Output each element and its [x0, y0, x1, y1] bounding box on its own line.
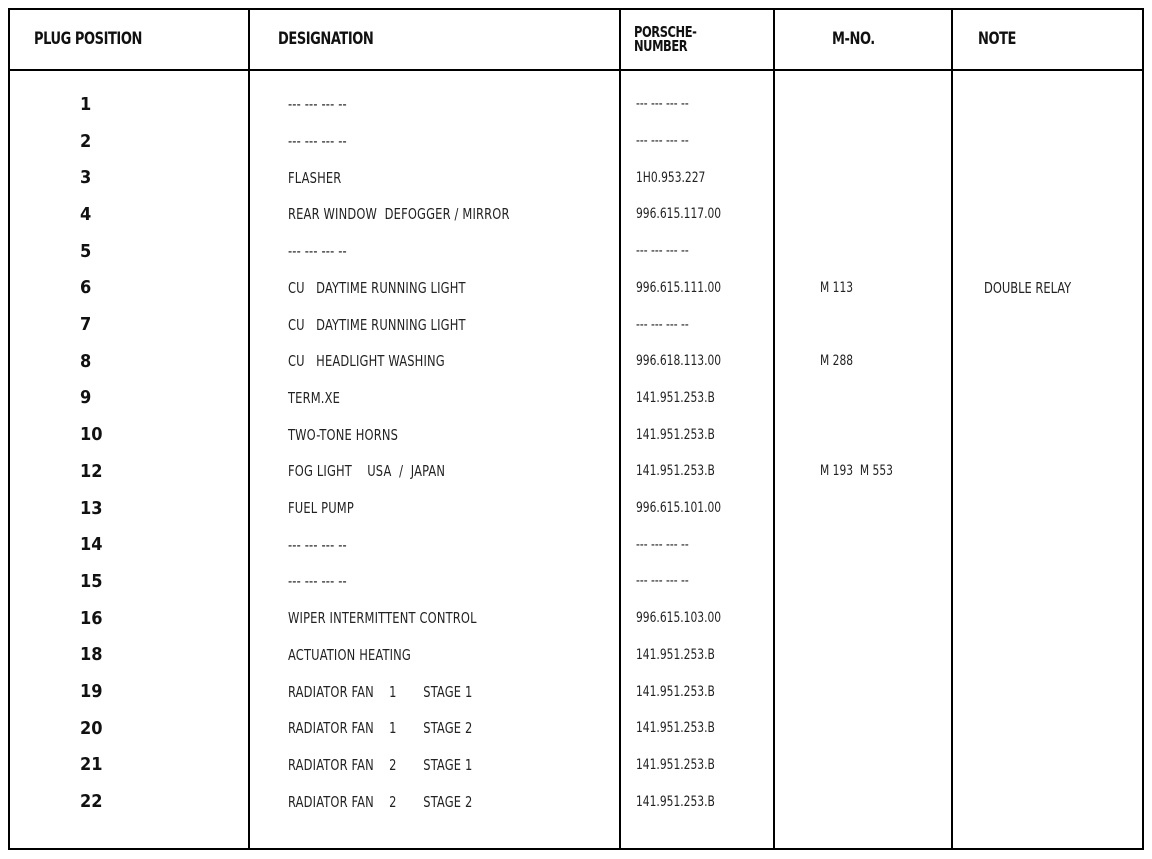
cell-porsche-number: 141.951.253.B [636, 463, 715, 480]
table-row [0, 306, 1152, 343]
cell-porsche-number: --- --- --- -- [636, 316, 689, 333]
cell-plug-position: 21 [80, 754, 103, 776]
table-row [0, 563, 1152, 600]
cell-m-no: M 193 M 553 [820, 463, 893, 480]
cell-plug-position: 1 [80, 93, 92, 115]
cell-plug-position: 16 [80, 607, 103, 629]
cell-designation: FUEL PUMP [288, 499, 354, 518]
table-row [0, 123, 1152, 160]
cell-porsche-number: 141.951.253.B [636, 426, 715, 443]
cell-plug-position: 14 [80, 534, 103, 556]
header-m-no: M-NO. [832, 29, 875, 49]
table-row [0, 600, 1152, 637]
cell-porsche-number: --- --- --- -- [636, 96, 689, 113]
table-row [0, 637, 1152, 674]
cell-designation: CU DAYTIME RUNNING LIGHT [288, 315, 466, 334]
cell-porsche-number: 996.615.111.00 [636, 279, 722, 296]
cell-plug-position: 13 [80, 497, 103, 519]
table-row [0, 490, 1152, 527]
cell-designation: REAR WINDOW DEFOGGER / MIRROR [288, 205, 510, 224]
cell-designation: CU HEADLIGHT WASHING [288, 352, 445, 371]
table-row [0, 233, 1152, 270]
cell-plug-position: 10 [80, 424, 103, 446]
cell-porsche-number: 141.951.253.B [636, 793, 715, 810]
cell-plug-position: 4 [80, 203, 92, 225]
cell-designation: RADIATOR FAN 1 STAGE 2 [288, 719, 473, 738]
cell-porsche-number: 996.615.103.00 [636, 610, 722, 627]
cell-note: DOUBLE RELAY [984, 278, 1072, 297]
table-row [0, 380, 1152, 417]
cell-designation: TWO-TONE HORNS [288, 425, 399, 444]
table-row [0, 270, 1152, 307]
cell-porsche-number: --- --- --- -- [636, 536, 689, 553]
cell-plug-position: 6 [80, 277, 92, 299]
cell-plug-position: 18 [80, 644, 103, 666]
cell-porsche-number: --- --- --- -- [636, 243, 689, 260]
cell-plug-position: 15 [80, 570, 103, 592]
cell-designation: FLASHER [288, 168, 342, 187]
header-divider [8, 69, 1144, 71]
cell-designation: WIPER INTERMITTENT CONTROL [288, 609, 477, 628]
cell-porsche-number: 141.951.253.B [636, 756, 715, 773]
cell-plug-position: 20 [80, 717, 103, 739]
cell-designation: CU DAYTIME RUNNING LIGHT [288, 278, 466, 297]
header-porsche-number [634, 8, 696, 70]
cell-porsche-number: 141.951.253.B [636, 683, 715, 700]
cell-plug-position: 12 [80, 460, 103, 482]
header-porsche-number-line1: PORSCHE- [634, 23, 697, 41]
cell-m-no: M 288 [820, 353, 854, 370]
cell-designation: --- --- --- -- [288, 95, 347, 114]
table-row [0, 86, 1152, 123]
cell-plug-position: 8 [80, 350, 92, 372]
cell-plug-position: 9 [80, 387, 92, 409]
cell-plug-position: 5 [80, 240, 92, 262]
cell-porsche-number: 996.615.101.00 [636, 500, 722, 517]
header-note: NOTE [978, 29, 1016, 49]
table-row [0, 416, 1152, 453]
cell-porsche-number: 996.615.117.00 [636, 206, 722, 223]
cell-designation: ACTUATION HEATING [288, 645, 411, 664]
table-row [0, 747, 1152, 784]
cell-plug-position: 19 [80, 681, 103, 703]
cell-porsche-number: --- --- --- -- [636, 133, 689, 150]
header-designation: DESIGNATION [278, 29, 374, 49]
cell-porsche-number: 1H0.953.227 [636, 169, 706, 186]
table-row [0, 673, 1152, 710]
cell-plug-position: 22 [80, 791, 103, 813]
cell-m-no: M 113 [820, 279, 854, 296]
cell-porsche-number: 996.618.113.00 [636, 353, 722, 370]
cell-designation: TERM.XE [288, 388, 341, 407]
cell-plug-position: 2 [80, 130, 92, 152]
cell-porsche-number: 141.951.253.B [636, 646, 715, 663]
header-plug-position: PLUG POSITION [34, 29, 142, 49]
cell-plug-position: 7 [80, 314, 92, 336]
cell-designation: --- --- --- -- [288, 132, 347, 151]
table-row [0, 196, 1152, 233]
table-row [0, 783, 1152, 820]
cell-designation: RADIATOR FAN 2 STAGE 2 [288, 792, 473, 811]
cell-designation: FOG LIGHT USA / JAPAN [288, 462, 446, 481]
table-row [0, 159, 1152, 196]
table-row [0, 453, 1152, 490]
table-row [0, 710, 1152, 747]
cell-designation: RADIATOR FAN 1 STAGE 1 [288, 682, 473, 701]
cell-designation: --- --- --- -- [288, 242, 347, 261]
cell-porsche-number: 141.951.253.B [636, 720, 715, 737]
cell-porsche-number: 141.951.253.B [636, 389, 715, 406]
cell-designation: --- --- --- -- [288, 535, 347, 554]
cell-designation: --- --- --- -- [288, 572, 347, 591]
table-row [0, 343, 1152, 380]
cell-designation: RADIATOR FAN 2 STAGE 1 [288, 755, 473, 774]
cell-plug-position: 3 [80, 167, 92, 189]
table-row [0, 526, 1152, 563]
cell-porsche-number: --- --- --- -- [636, 573, 689, 590]
header-porsche-number-line2: NUMBER [634, 37, 688, 55]
